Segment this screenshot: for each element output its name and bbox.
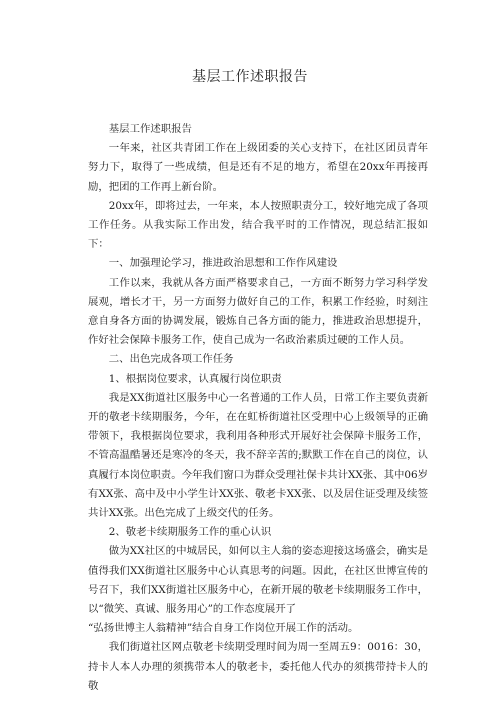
paragraph: 工作以来，我就从各方面严格要求自己，一方面不断努力学习科学发展观，增长才干，另一方面努力做好自己的工作，积累工作经验，时刻注意自身各方面的协调发展，锻炼自己各方面的能力，推进政治思想提升，作好社会保障卡服务工作，使自己成为一名政治素质过硬的工作人员。: [88, 276, 428, 347]
document-body: [88, 120, 428, 696]
paragraph-heading: 基层工作述职报告: [108, 123, 192, 135]
paragraph: 20xx年，即将过去，一年来，本人按照职责分工，较好地完成了各项工作任务。从我实际工作出发，结合我平时的工作情况，现总结汇报如下：: [88, 199, 428, 251]
paragraph: “弘扬世博主人翁精神”结合自身工作岗位开展工作的活动。: [88, 622, 359, 635]
section-heading: 二、出色完成各项工作任务: [108, 353, 234, 366]
page-title: 基层工作述职报告: [192, 69, 308, 85]
paragraph: 做为XX社区的中城居民，如何以主人翁的姿态迎接这场盛会，确实是值得我们XX街道社区服务中心认真思考的问题。因此，在社区世博宣传的号召下，我们XX街道社区服务中心，在新开展的敬老卡续期服务工作中，以“微笑、真诚、服务用心”的工作态度展开了: [88, 545, 428, 616]
subsection-heading: 2、敬老卡续期服务工作的重心认识: [108, 526, 272, 539]
section-heading: 一、加强理论学习，推进政治思想和工作作风建设: [108, 257, 338, 270]
subsection-heading: 1、根据岗位要求，认真履行岗位职责: [108, 372, 282, 385]
paragraph: 我们街道社区网点敬老卡续期受理时间为周一至周五9：0016：30，持卡人本人办理的须携带本人的敬老卡，委托他人代办的须携带持卡人的敬: [88, 641, 428, 692]
paragraph: 一年来，社区共青团工作在上级团委的关心支持下，在社区团员青年努力下，取得了一些成绩，但是还有不足的地方，希望在20xx年再接再励，把团的工作再上新台阶。: [88, 142, 428, 193]
paragraph: 我是XX街道社区服务中心一名普通的工作人员，日常工作主要负责新开的敬老卡续期服务，今年，在在虹桥街道社区受理中心上级领导的正确带领下，我根据岗位要求，我利用各种形式开展好社会保障卡服务工作，不管高温酷暑还是寒冷的冬天，我不辞辛苦的;默默工作在自己的岗位，认真履行本岗位职责。今年我们窗口为群众受理社保卡共计XX张、其中06岁有XX张、高中及中小学生计XX张、敬老卡XX张、以及居住证受理及续签共计XX张。出色完成了上级交代的任务。: [88, 391, 428, 520]
